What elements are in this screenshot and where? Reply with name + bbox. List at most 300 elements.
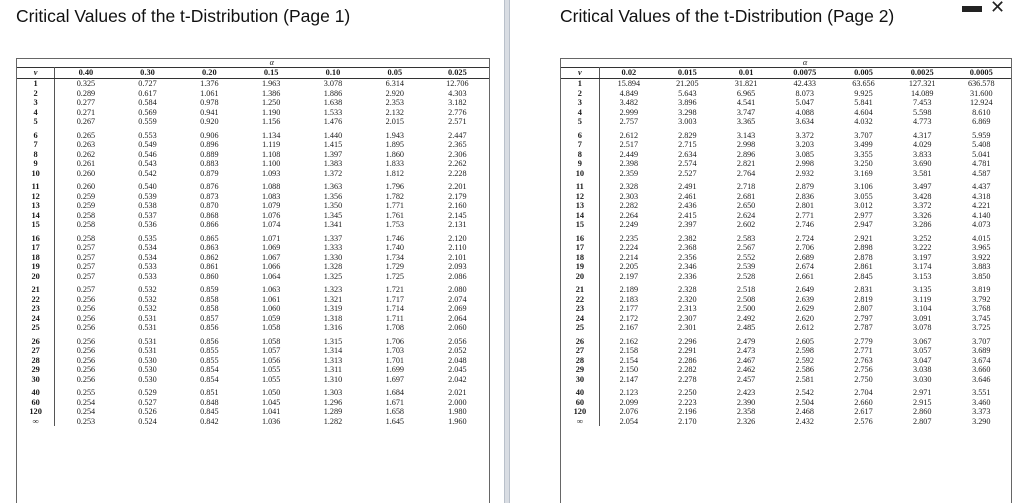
critical-value-cell: 1.833: [385, 159, 405, 168]
table-row: [561, 281, 1011, 295]
critical-value-cell: 0.265: [76, 130, 96, 140]
critical-value-cell: 0.855: [200, 355, 219, 365]
critical-value-cell: 2.715: [678, 140, 697, 149]
critical-value-cell: 0.889: [200, 149, 219, 159]
df-value: 6: [17, 127, 55, 141]
critical-value-cell: 12.706: [446, 79, 469, 88]
critical-value-cell: 2.831: [854, 285, 873, 294]
critical-value-cell: 2.932: [795, 168, 814, 178]
critical-value-cell: 2.674: [795, 262, 814, 271]
table-row: [17, 323, 489, 333]
critical-value-cell: 2.368: [678, 243, 697, 252]
critical-value-cell: 2.878: [854, 252, 873, 262]
critical-value-cell: 2.250: [678, 388, 697, 397]
table-row: [561, 89, 1011, 99]
critical-value-cell: 1.059: [261, 313, 281, 323]
critical-value-cell: 2.145: [448, 210, 467, 220]
critical-value-cell: 42.433: [793, 79, 817, 88]
critical-value-cell: 0.539: [138, 191, 157, 201]
critical-value-cell: 1.671: [385, 397, 405, 407]
critical-value-cell: 4.073: [972, 220, 991, 229]
table-row: [17, 192, 489, 202]
column-header-row: [17, 68, 489, 79]
critical-value-cell: 0.277: [76, 98, 96, 107]
critical-value-cell: 0.262: [76, 149, 96, 159]
table-row: [17, 220, 489, 230]
df-value: 13: [17, 201, 55, 211]
critical-value-cell: 3.689: [972, 346, 991, 355]
critical-value-cell: 0.546: [138, 149, 157, 159]
critical-value-cell: 2.639: [795, 294, 814, 304]
table-row: [561, 314, 1011, 324]
critical-value-cell: 2.336: [678, 271, 697, 281]
table-row: [561, 192, 1011, 202]
critical-value-cell: 3.057: [912, 346, 932, 355]
alpha-column-header: 0.005: [834, 68, 893, 79]
alpha-column-header: 0.20: [178, 68, 240, 79]
df-value: 13: [561, 201, 599, 211]
critical-value-cell: 0.978: [200, 98, 219, 107]
critical-value-cell: 2.262: [448, 159, 467, 168]
df-value: 7: [17, 140, 55, 150]
critical-value-cell: 3.965: [972, 243, 991, 252]
critical-value-cell: 1.311: [323, 365, 343, 374]
alpha-column-header: 0.30: [117, 68, 179, 79]
df-value: 4: [17, 108, 55, 118]
alpha-column-header: 0.015: [658, 68, 717, 79]
critical-value-cell: 3.883: [972, 262, 991, 271]
critical-value-cell: 2.574: [678, 159, 697, 168]
critical-value-cell: 1.076: [261, 210, 281, 220]
table-row: [561, 272, 1011, 282]
critical-value-cell: 3.104: [912, 304, 932, 313]
critical-value-cell: 4.303: [448, 88, 467, 98]
critical-value-cell: 4.029: [912, 140, 932, 149]
critical-value-cell: 1.658: [385, 407, 405, 416]
critical-value-cell: 2.776: [448, 107, 467, 117]
critical-value-cell: 2.048: [448, 355, 467, 365]
critical-value-cell: 3.850: [972, 271, 991, 281]
window-page-2: [510, 0, 1024, 503]
critical-value-cell: 1.684: [385, 388, 405, 397]
df-value: 26: [17, 333, 55, 347]
df-value: 14: [17, 211, 55, 221]
critical-value-cell: 3.634: [795, 117, 814, 126]
table-row: [561, 407, 1011, 417]
critical-value-cell: 0.584: [138, 98, 157, 107]
critical-value-cell: 2.860: [912, 407, 932, 416]
critical-value-cell: 2.224: [619, 243, 639, 252]
critical-value-cell: 1.296: [323, 397, 343, 407]
critical-value-cell: 0.858: [200, 294, 219, 304]
critical-value-cell: 2.612: [619, 130, 639, 140]
critical-value-cell: 0.257: [76, 285, 96, 294]
critical-value-cell: 2.205: [619, 262, 639, 271]
critical-value-cell: 0.549: [138, 140, 157, 149]
critical-value-cell: 1.289: [323, 407, 343, 416]
critical-value-cell: 2.328: [619, 182, 639, 191]
critical-value-cell: 0.289: [76, 88, 96, 98]
critical-value-cell: 2.346: [678, 262, 697, 271]
critical-value-cell: 2.517: [619, 140, 639, 149]
table-row: [561, 323, 1011, 333]
df-value: 3: [17, 98, 55, 108]
critical-value-cell: 1.860: [385, 149, 405, 159]
critical-value-cell: 1.282: [323, 416, 343, 426]
critical-value-cell: 0.256: [76, 365, 96, 374]
critical-value-cell: 0.260: [76, 182, 96, 191]
critical-value-cell: 3.091: [912, 313, 932, 323]
critical-value-cell: 4.015: [972, 233, 991, 243]
close-button[interactable]: ✕: [990, 0, 1006, 17]
critical-value-cell: 1.963: [261, 79, 281, 88]
critical-value-cell: 2.162: [619, 336, 639, 346]
df-value: 15: [17, 220, 55, 230]
critical-value-cell: 1.315: [323, 336, 343, 346]
critical-value-cell: 0.855: [200, 346, 219, 355]
critical-value-cell: 2.064: [448, 313, 467, 323]
critical-value-cell: 2.504: [795, 397, 814, 407]
critical-value-cell: 2.042: [448, 374, 467, 384]
critical-value-cell: 5.408: [972, 140, 991, 149]
critical-value-cell: 3.674: [972, 355, 991, 365]
critical-value-cell: 2.947: [854, 220, 873, 229]
df-value: 12: [17, 192, 55, 202]
critical-value-cell: 1.250: [261, 98, 281, 107]
alpha-column-header: 0.40: [55, 68, 117, 79]
df-value: 10: [561, 169, 599, 179]
critical-value-cell: 1.303: [323, 388, 343, 397]
critical-value-cell: 0.920: [200, 117, 219, 126]
table-row: [561, 417, 1011, 427]
table-row: [17, 272, 489, 282]
critical-value-cell: 2.326: [736, 416, 756, 426]
critical-value-cell: 0.532: [138, 285, 157, 294]
critical-value-cell: 2.552: [736, 252, 756, 262]
table-row: [17, 211, 489, 221]
table-row: [17, 304, 489, 314]
critical-value-cell: 1.325: [323, 271, 343, 281]
table-row: [17, 384, 489, 398]
critical-value-cell: 0.531: [138, 336, 157, 346]
critical-value-cell: 2.746: [795, 220, 814, 229]
table-row: [561, 117, 1011, 127]
critical-value-cell: 0.854: [200, 365, 219, 374]
t-table-sheet-page-2: [560, 58, 1012, 503]
critical-value-cell: 1.083: [261, 191, 281, 201]
critical-value-cell: 2.528: [736, 271, 756, 281]
critical-value-cell: 2.756: [854, 365, 873, 374]
critical-value-cell: 6.869: [972, 117, 991, 126]
critical-value-cell: 2.771: [854, 346, 873, 355]
critical-value-cell: 1.079: [261, 201, 281, 210]
critical-value-cell: 2.801: [795, 201, 814, 210]
critical-value-cell: 2.999: [619, 107, 639, 117]
critical-value-cell: 2.821: [736, 159, 756, 168]
critical-value-cell: 2.634: [678, 149, 697, 159]
critical-value-cell: 1.333: [323, 243, 343, 252]
critical-value-cell: 2.624: [736, 210, 756, 220]
critical-value-cell: 3.896: [678, 98, 697, 107]
critical-value-cell: 2.649: [795, 285, 814, 294]
critical-value-cell: 0.532: [138, 304, 157, 313]
critical-value-cell: 2.397: [678, 220, 697, 229]
critical-value-cell: 2.681: [736, 191, 756, 201]
df-value: 3: [561, 98, 599, 108]
critical-value-cell: 3.372: [795, 130, 814, 140]
critical-value-cell: 2.468: [795, 407, 814, 416]
critical-value-cell: 2.998: [795, 159, 814, 168]
critical-value-cell: 2.462: [736, 365, 756, 374]
critical-value-cell: 2.353: [385, 98, 405, 107]
table-row: [561, 365, 1011, 375]
critical-value-cell: 0.842: [200, 416, 219, 426]
alpha-header-row: [17, 59, 489, 68]
critical-value-cell: 0.254: [76, 397, 96, 407]
critical-value-cell: 1.761: [385, 210, 405, 220]
critical-value-cell: 2.170: [678, 416, 697, 426]
critical-value-cell: 4.318: [972, 191, 991, 201]
critical-value-cell: 2.757: [619, 117, 639, 126]
critical-value-cell: 1.740: [385, 243, 405, 252]
df-value: 29: [17, 365, 55, 375]
critical-value-cell: 0.531: [138, 313, 157, 323]
critical-value-cell: 2.819: [854, 294, 873, 304]
df-value: 40: [17, 384, 55, 398]
df-value: 23: [17, 304, 55, 314]
critical-value-cell: 2.390: [736, 397, 756, 407]
critical-value-cell: 1.055: [261, 374, 281, 384]
table-row: [17, 375, 489, 385]
critical-value-cell: 3.135: [912, 285, 932, 294]
critical-value-cell: 3.197: [912, 252, 932, 262]
critical-value-cell: 1.093: [261, 168, 281, 178]
critical-value-cell: 0.325: [76, 79, 96, 88]
critical-value-cell: 2.467: [736, 355, 756, 365]
table-row: [561, 230, 1011, 244]
critical-value-cell: 7.453: [912, 98, 932, 107]
critical-value-cell: 4.437: [972, 182, 991, 191]
table-row: [17, 356, 489, 366]
df-value: 12: [561, 192, 599, 202]
t-table-page-2: [561, 59, 1011, 426]
t-table-body-page-1: [17, 79, 489, 427]
df-value: 5: [17, 117, 55, 127]
critical-value-cell: 1.943: [385, 130, 405, 140]
alpha-symbol: α: [802, 59, 808, 67]
df-value: 7: [561, 140, 599, 150]
critical-value-cell: 2.197: [619, 271, 639, 281]
critical-value-cell: 15.894: [617, 79, 641, 88]
alpha-column-header: 0.0005: [952, 68, 1011, 79]
critical-value-cell: 2.223: [678, 397, 697, 407]
critical-value-cell: 0.861: [200, 262, 219, 271]
df-value: 11: [17, 178, 55, 192]
critical-value-cell: 3.725: [972, 323, 991, 332]
table-row: [561, 356, 1011, 366]
critical-value-cell: 127.321: [908, 79, 936, 88]
column-header-row: [561, 68, 1011, 79]
critical-value-cell: 1.350: [323, 201, 343, 210]
critical-value-cell: 1.397: [323, 149, 343, 159]
critical-value-cell: 0.536: [138, 220, 157, 229]
critical-value-cell: 3.747: [736, 107, 756, 117]
df-value: 60: [561, 398, 599, 408]
critical-value-cell: 3.372: [912, 201, 932, 210]
critical-value-cell: 2.829: [678, 130, 697, 140]
critical-value-cell: 3.460: [972, 397, 991, 407]
critical-value-cell: 1.319: [323, 304, 343, 313]
critical-value-cell: 2.479: [736, 336, 756, 346]
critical-value-cell: 2.583: [736, 233, 756, 243]
critical-value-cell: 2.069: [448, 304, 467, 313]
critical-value-cell: 1.100: [261, 159, 281, 168]
critical-value-cell: 1.313: [323, 355, 343, 365]
window-title-page-2: Critical Values of the t-Distribution (Page 2): [560, 6, 895, 26]
critical-value-cell: 0.254: [76, 407, 96, 416]
critical-value-cell: 0.532: [138, 294, 157, 304]
critical-value-cell: 1.697: [385, 374, 405, 384]
critical-value-cell: 1.190: [261, 107, 281, 117]
critical-value-cell: 3.078: [323, 79, 343, 88]
critical-value-cell: 2.423: [736, 388, 756, 397]
critical-value-cell: 4.140: [972, 210, 991, 220]
critical-value-cell: 0.258: [76, 210, 96, 220]
critical-value-cell: 2.235: [619, 233, 639, 243]
critical-value-cell: 2.052: [448, 346, 467, 355]
critical-value-cell: 0.257: [76, 262, 96, 271]
df-value: 28: [561, 356, 599, 366]
critical-value-cell: 2.605: [795, 336, 814, 346]
critical-value-cell: 2.015: [385, 117, 405, 126]
critical-value-cell: 2.457: [736, 374, 756, 384]
critical-value-cell: 3.819: [972, 285, 991, 294]
critical-value-cell: 0.267: [76, 117, 96, 126]
table-row: [561, 384, 1011, 398]
critical-value-cell: 1.703: [385, 346, 405, 355]
critical-value-cell: 0.860: [200, 271, 219, 281]
critical-value-cell: 2.076: [619, 407, 639, 416]
t-table-body-page-2: [561, 79, 1011, 427]
critical-value-cell: 1.061: [261, 294, 281, 304]
critical-value-cell: 2.160: [448, 201, 467, 210]
critical-value-cell: 3.792: [972, 294, 991, 304]
critical-value-cell: 63.656: [852, 79, 875, 88]
critical-value-cell: 1.386: [261, 88, 281, 98]
critical-value-cell: 2.539: [736, 262, 756, 271]
table-row: [17, 159, 489, 169]
critical-value-cell: 2.447: [448, 130, 467, 140]
critical-value-cell: 3.038: [912, 365, 932, 374]
critical-value-cell: 0.534: [138, 243, 157, 252]
table-row: [17, 262, 489, 272]
critical-value-cell: 0.559: [138, 117, 157, 126]
critical-value-cell: 0.896: [200, 140, 219, 149]
critical-value-cell: 1.061: [200, 88, 219, 98]
critical-value-cell: 1.960: [448, 416, 467, 426]
t-table-page-1: [17, 59, 489, 426]
critical-value-cell: 2.527: [678, 168, 697, 178]
critical-value-cell: 4.773: [912, 117, 932, 126]
critical-value-cell: 3.055: [854, 191, 873, 201]
critical-value-cell: 1.714: [385, 304, 405, 313]
df-value: 24: [561, 314, 599, 324]
alpha-column-header: 0.0025: [893, 68, 952, 79]
df-value: 20: [561, 272, 599, 282]
df-value: 28: [17, 356, 55, 366]
df-value: 16: [17, 230, 55, 244]
critical-value-cell: 1.063: [261, 285, 281, 294]
critical-value-cell: 2.123: [619, 388, 639, 397]
critical-value-cell: 0.569: [138, 107, 157, 117]
df-value: 23: [561, 304, 599, 314]
table-row: [561, 346, 1011, 356]
critical-value-cell: 2.896: [736, 149, 756, 159]
table-row: [17, 89, 489, 99]
critical-value-cell: 2.189: [619, 285, 639, 294]
table-row: [17, 230, 489, 244]
critical-value-cell: 2.620: [795, 313, 814, 323]
critical-value-cell: 2.415: [678, 210, 697, 220]
df-value: 30: [561, 375, 599, 385]
critical-value-cell: 2.074: [448, 294, 467, 304]
critical-value-cell: 0.859: [200, 285, 219, 294]
critical-value-cell: 4.032: [854, 117, 873, 126]
df-value: 19: [561, 262, 599, 272]
df-value: 2: [17, 89, 55, 99]
critical-value-cell: 3.222: [912, 243, 932, 252]
table-row: [561, 108, 1011, 118]
critical-value-cell: 2.518: [736, 285, 756, 294]
critical-value-cell: 2.167: [619, 323, 639, 332]
critical-value-cell: 1.069: [261, 243, 281, 252]
critical-value-cell: 0.542: [138, 168, 157, 178]
critical-value-cell: 2.592: [795, 355, 814, 365]
critical-value-cell: 31.821: [734, 79, 758, 88]
critical-value-cell: 3.326: [912, 210, 932, 220]
critical-value-cell: 0.857: [200, 313, 219, 323]
df-header: v: [561, 68, 599, 79]
table-row: [561, 243, 1011, 253]
critical-value-cell: 3.119: [913, 294, 932, 304]
critical-value-cell: 3.745: [972, 313, 991, 323]
critical-value-cell: 0.263: [76, 140, 96, 149]
critical-value-cell: 0.543: [138, 159, 157, 168]
critical-value-cell: 2.432: [795, 416, 814, 426]
critical-value-cell: 2.750: [854, 374, 873, 384]
df-value: 22: [561, 295, 599, 305]
critical-value-cell: 12.924: [970, 98, 993, 107]
table-row: [17, 108, 489, 118]
critical-value-cell: 2.201: [448, 182, 467, 191]
critical-value-cell: 0.261: [76, 159, 96, 168]
minimize-button[interactable]: ▬: [962, 0, 982, 17]
critical-value-cell: 2.303: [619, 191, 639, 201]
critical-value-cell: 5.041: [972, 149, 991, 159]
df-value: 18: [561, 253, 599, 263]
critical-value-cell: 0.260: [76, 168, 96, 178]
df-value: 9: [561, 159, 599, 169]
critical-value-cell: 1.337: [323, 233, 343, 243]
critical-value-cell: 1.057: [261, 346, 281, 355]
critical-value-cell: 2.183: [619, 294, 639, 304]
critical-value-cell: 1.533: [323, 107, 343, 117]
table-row: [17, 333, 489, 347]
critical-value-cell: 2.586: [795, 365, 814, 374]
critical-value-cell: 0.540: [138, 182, 157, 191]
critical-value-cell: 2.581: [795, 374, 814, 384]
critical-value-cell: 0.256: [76, 323, 96, 332]
